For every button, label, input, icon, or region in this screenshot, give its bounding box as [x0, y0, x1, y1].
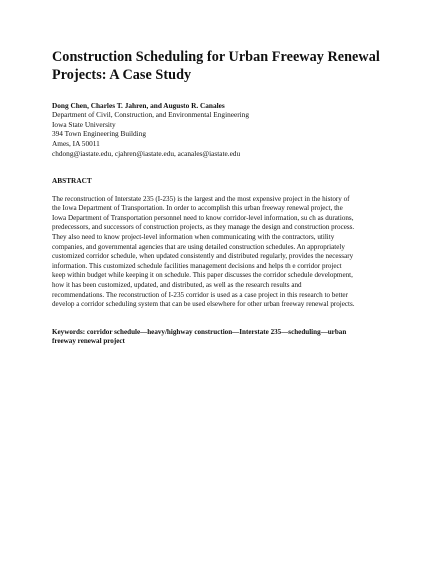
affiliation-line: Iowa State University: [52, 119, 116, 129]
abstract-line: Iowa Department of Transportation personnel need to know corridor-level information, su ch as durations,: [52, 213, 354, 222]
author-list: Dong Chen, Charles T. Jahren, and Augusto R. Canales: [52, 101, 225, 110]
keywords: [52, 328, 412, 347]
affiliation-line: 394 Town Engineering Building: [52, 129, 147, 139]
abstract-line: the Iowa Department of Transportation. In order to accomplish this urban freeway renewal project, the: [52, 204, 343, 213]
title-line: Construction Scheduling for Urban Freeway Renewal: [52, 49, 380, 65]
abstract-line: They also need to know project-level information when communicating with the contractors, utility: [52, 233, 335, 242]
abstract-line: companies, and governmental agencies that are using detailed construction schedules. An appropriately: [52, 242, 345, 251]
abstract-line: The reconstruction of Interstate 235 (I-235) is the largest and the most expensive project in the history of: [52, 194, 350, 203]
affiliation-line: Ames, IA 50011: [52, 138, 100, 148]
abstract-line: customized corridor schedule, when updated consistently and distributed regularly, provides the necessary: [52, 252, 354, 261]
abstract-heading: ABSTRACT: [52, 176, 92, 186]
affiliation-line: Department of Civil, Construction, and Environmental Engineering: [52, 110, 249, 120]
abstract-line: keep within budget while keeping it on schedule. This paper discusses the corridor schedule development,: [52, 271, 353, 280]
author-emails: chdong@iastate.edu, cjahren@iastate.edu, acanales@iastate.edu: [52, 148, 241, 158]
abstract-line: predecessors, and successors of construction projects, as they manage the design and construction process.: [52, 223, 355, 232]
abstract-line: develop a corridor scheduling system that can be used elsewhere for other urban freeway renewal projects.: [52, 300, 355, 309]
paper-title: [52, 48, 412, 84]
abstract-body: [52, 195, 412, 310]
affiliation-block: [52, 110, 412, 158]
keywords-line: freeway renewal project: [52, 337, 125, 346]
abstract-line: how it has been customized, updated, and distributed, as well as the research results and: [52, 281, 302, 290]
keywords-line: Keywords: corridor schedule—heavy/highway construction—Interstate 235—scheduling—urban: [52, 327, 347, 336]
title-line: Projects: A Case Study: [52, 67, 192, 83]
abstract-line: information. This customized schedule facilities management decisions and helps th e corridor project: [52, 261, 342, 270]
abstract-line: recommendations. The reconstruction of I-235 corridor is used as a case project in this research to better: [52, 290, 348, 299]
